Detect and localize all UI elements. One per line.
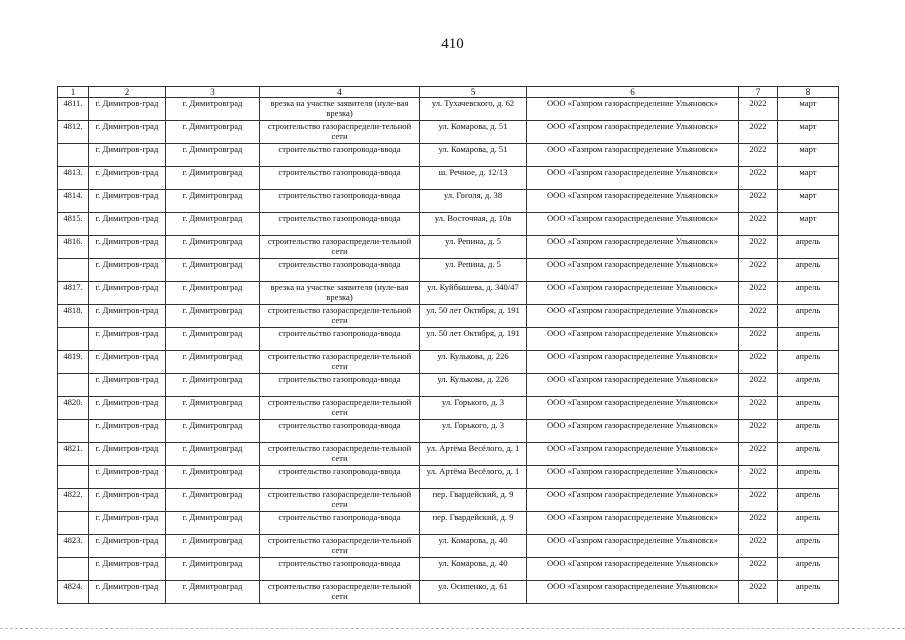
- district-cell: г. Димитровград: [166, 305, 260, 328]
- organization-cell: ООО «Газпром газораспределение Ульяновск»: [527, 581, 739, 604]
- year-cell: 2022: [739, 328, 778, 351]
- work-type-cell: строительство газопровода-ввода: [260, 466, 420, 489]
- work-type-cell: строительство газораспредели-тельной сети: [260, 581, 420, 604]
- year-cell: 2022: [739, 374, 778, 397]
- row-number-cell: [58, 512, 89, 535]
- table-row: [58, 581, 839, 604]
- row-number-cell: 4811.: [58, 98, 89, 121]
- row-number-cell: 4820.: [58, 397, 89, 420]
- month-cell: апрель: [778, 305, 839, 328]
- month-cell: март: [778, 213, 839, 236]
- district-cell: г. Димитровград: [166, 351, 260, 374]
- organization-cell: ООО «Газпром газораспределение Ульяновск»: [527, 351, 739, 374]
- table-row: [58, 420, 839, 443]
- month-cell: апрель: [778, 443, 839, 466]
- work-type-cell: строительство газопровода-ввода: [260, 167, 420, 190]
- work-type-cell: строительство газопровода-ввода: [260, 374, 420, 397]
- month-cell: апрель: [778, 236, 839, 259]
- month-cell: апрель: [778, 581, 839, 604]
- district-cell: г. Димитровград: [166, 512, 260, 535]
- district-cell: г. Димитровград: [166, 420, 260, 443]
- address-cell: ул. Комарова, д. 40: [420, 558, 527, 581]
- settlement-cell: г. Димитров-град: [89, 581, 166, 604]
- infrastructure-table: [57, 86, 839, 604]
- organization-cell: ООО «Газпром газораспределение Ульяновск»: [527, 259, 739, 282]
- table-row: [58, 558, 839, 581]
- year-cell: 2022: [739, 236, 778, 259]
- row-number-cell: [58, 259, 89, 282]
- year-cell: 2022: [739, 581, 778, 604]
- page-number: 410: [441, 36, 464, 52]
- row-number-cell: 4813.: [58, 167, 89, 190]
- table-row: [58, 489, 839, 512]
- settlement-cell: г. Димитров-град: [89, 213, 166, 236]
- settlement-cell: г. Димитров-град: [89, 328, 166, 351]
- address-cell: ул. Гоголя, д. 38: [420, 190, 527, 213]
- row-number-cell: [58, 420, 89, 443]
- year-cell: 2022: [739, 98, 778, 121]
- organization-cell: ООО «Газпром газораспределение Ульяновск»: [527, 443, 739, 466]
- address-cell: ул. Тухачевского, д. 62: [420, 98, 527, 121]
- settlement-cell: г. Димитров-град: [89, 144, 166, 167]
- table-row: [58, 144, 839, 167]
- month-cell: апрель: [778, 489, 839, 512]
- month-cell: апрель: [778, 374, 839, 397]
- month-cell: апрель: [778, 558, 839, 581]
- table-row: [58, 466, 839, 489]
- work-type-cell: строительство газораспредели-тельной сети: [260, 305, 420, 328]
- work-type-cell: врезка на участке заявителя (нуле-вая врезка): [260, 282, 420, 305]
- column-number-row: [58, 87, 839, 98]
- organization-cell: ООО «Газпром газораспределение Ульяновск»: [527, 305, 739, 328]
- column-header: 8: [778, 87, 839, 98]
- organization-cell: ООО «Газпром газораспределение Ульяновск»: [527, 98, 739, 121]
- address-cell: ул. Репина, д. 5: [420, 236, 527, 259]
- settlement-cell: г. Димитров-град: [89, 236, 166, 259]
- address-cell: ул. 50 лет Октября, д. 191: [420, 305, 527, 328]
- month-cell: март: [778, 98, 839, 121]
- address-cell: ул. Кулькова, д. 226: [420, 351, 527, 374]
- address-cell: ул. Осипенко, д. 61: [420, 581, 527, 604]
- table-row: [58, 98, 839, 121]
- work-type-cell: строительство газопровода-ввода: [260, 144, 420, 167]
- year-cell: 2022: [739, 512, 778, 535]
- settlement-cell: г. Димитров-град: [89, 167, 166, 190]
- organization-cell: ООО «Газпром газораспределение Ульяновск»: [527, 535, 739, 558]
- settlement-cell: г. Димитров-град: [89, 489, 166, 512]
- organization-cell: ООО «Газпром газораспределение Ульяновск»: [527, 167, 739, 190]
- year-cell: 2022: [739, 144, 778, 167]
- district-cell: г. Димитровград: [166, 328, 260, 351]
- address-cell: пер. Гвардейский, д. 9: [420, 512, 527, 535]
- year-cell: 2022: [739, 121, 778, 144]
- month-cell: апрель: [778, 351, 839, 374]
- organization-cell: ООО «Газпром газораспределение Ульяновск»: [527, 466, 739, 489]
- work-type-cell: строительство газораспредели-тельной сети: [260, 397, 420, 420]
- district-cell: г. Димитровград: [166, 259, 260, 282]
- work-type-cell: строительство газопровода-ввода: [260, 190, 420, 213]
- row-number-cell: [58, 328, 89, 351]
- settlement-cell: г. Димитров-град: [89, 282, 166, 305]
- month-cell: апрель: [778, 282, 839, 305]
- row-number-cell: 4815.: [58, 213, 89, 236]
- month-cell: март: [778, 190, 839, 213]
- month-cell: апрель: [778, 397, 839, 420]
- address-cell: ул. Кулькова, д. 226: [420, 374, 527, 397]
- year-cell: 2022: [739, 351, 778, 374]
- district-cell: г. Димитровград: [166, 213, 260, 236]
- organization-cell: ООО «Газпром газораспределение Ульяновск»: [527, 282, 739, 305]
- address-cell: ул. 50 лет Октября, д. 191: [420, 328, 527, 351]
- organization-cell: ООО «Газпром газораспределение Ульяновск»: [527, 374, 739, 397]
- table-row: [58, 121, 839, 144]
- work-type-cell: строительство газопровода-ввода: [260, 512, 420, 535]
- row-number-cell: [58, 374, 89, 397]
- row-number-cell: [58, 466, 89, 489]
- address-cell: ул. Горького, д. 3: [420, 420, 527, 443]
- settlement-cell: г. Димитров-град: [89, 420, 166, 443]
- month-cell: апрель: [778, 328, 839, 351]
- district-cell: г. Димитровград: [166, 374, 260, 397]
- organization-cell: ООО «Газпром газораспределение Ульяновск»: [527, 420, 739, 443]
- address-cell: пер. Гвардейский, д. 9: [420, 489, 527, 512]
- work-type-cell: строительство газопровода-ввода: [260, 259, 420, 282]
- work-type-cell: строительство газопровода-ввода: [260, 420, 420, 443]
- year-cell: 2022: [739, 558, 778, 581]
- year-cell: 2022: [739, 443, 778, 466]
- address-cell: ул. Артёма Весёлого, д. 1: [420, 466, 527, 489]
- table-row: [58, 213, 839, 236]
- organization-cell: ООО «Газпром газораспределение Ульяновск»: [527, 397, 739, 420]
- row-number-cell: 4821.: [58, 443, 89, 466]
- month-cell: апрель: [778, 420, 839, 443]
- organization-cell: ООО «Газпром газораспределение Ульяновск»: [527, 558, 739, 581]
- table-row: [58, 167, 839, 190]
- settlement-cell: г. Димитров-град: [89, 190, 166, 213]
- organization-cell: ООО «Газпром газораспределение Ульяновск»: [527, 512, 739, 535]
- column-header: 6: [527, 87, 739, 98]
- district-cell: г. Димитровград: [166, 236, 260, 259]
- table-row: [58, 512, 839, 535]
- table-row: [58, 374, 839, 397]
- work-type-cell: врезка на участке заявителя (нуле-вая врезка): [260, 98, 420, 121]
- year-cell: 2022: [739, 535, 778, 558]
- settlement-cell: г. Димитров-град: [89, 535, 166, 558]
- district-cell: г. Димитровград: [166, 190, 260, 213]
- address-cell: ул. Восточная, д. 10в: [420, 213, 527, 236]
- year-cell: 2022: [739, 259, 778, 282]
- work-type-cell: строительство газораспредели-тельной сети: [260, 121, 420, 144]
- organization-cell: ООО «Газпром газораспределение Ульяновск»: [527, 190, 739, 213]
- table-row: [58, 351, 839, 374]
- district-cell: г. Димитровград: [166, 144, 260, 167]
- settlement-cell: г. Димитров-град: [89, 351, 166, 374]
- organization-cell: ООО «Газпром газораспределение Ульяновск»: [527, 213, 739, 236]
- work-type-cell: строительство газопровода-ввода: [260, 328, 420, 351]
- table-row: [58, 282, 839, 305]
- row-number-cell: 4824.: [58, 581, 89, 604]
- row-number-cell: [58, 144, 89, 167]
- year-cell: 2022: [739, 282, 778, 305]
- month-cell: март: [778, 121, 839, 144]
- column-header: 2: [89, 87, 166, 98]
- table-row: [58, 305, 839, 328]
- settlement-cell: г. Димитров-град: [89, 512, 166, 535]
- row-number-cell: 4818.: [58, 305, 89, 328]
- column-header: 7: [739, 87, 778, 98]
- district-cell: г. Димитровград: [166, 443, 260, 466]
- column-header: 5: [420, 87, 527, 98]
- settlement-cell: г. Димитров-град: [89, 259, 166, 282]
- settlement-cell: г. Димитров-град: [89, 443, 166, 466]
- column-header: 1: [58, 87, 89, 98]
- row-number-cell: 4812.: [58, 121, 89, 144]
- month-cell: март: [778, 167, 839, 190]
- district-cell: г. Димитровград: [166, 282, 260, 305]
- work-type-cell: строительство газораспредели-тельной сети: [260, 489, 420, 512]
- row-number-cell: [58, 558, 89, 581]
- month-cell: апрель: [778, 466, 839, 489]
- work-type-cell: строительство газораспредели-тельной сети: [260, 236, 420, 259]
- address-cell: ул. Комарова, д. 51: [420, 144, 527, 167]
- address-cell: ул. Горького, д. 3: [420, 397, 527, 420]
- organization-cell: ООО «Газпром газораспределение Ульяновск»: [527, 144, 739, 167]
- work-type-cell: строительство газопровода-ввода: [260, 213, 420, 236]
- organization-cell: ООО «Газпром газораспределение Ульяновск»: [527, 121, 739, 144]
- row-number-cell: 4823.: [58, 535, 89, 558]
- year-cell: 2022: [739, 213, 778, 236]
- settlement-cell: г. Димитров-град: [89, 558, 166, 581]
- address-cell: ул. Куйбышева, д. 340/47: [420, 282, 527, 305]
- table-row: [58, 443, 839, 466]
- district-cell: г. Димитровград: [166, 98, 260, 121]
- row-number-cell: 4816.: [58, 236, 89, 259]
- table-row: [58, 328, 839, 351]
- organization-cell: ООО «Газпром газораспределение Ульяновск»: [527, 236, 739, 259]
- table-row: [58, 190, 839, 213]
- district-cell: г. Димитровград: [166, 558, 260, 581]
- district-cell: г. Димитровград: [166, 535, 260, 558]
- address-cell: ш. Речное, д. 12/13: [420, 167, 527, 190]
- address-cell: ул. Артёма Весёлого, д. 1: [420, 443, 527, 466]
- address-cell: ул. Комарова, д. 51: [420, 121, 527, 144]
- year-cell: 2022: [739, 305, 778, 328]
- settlement-cell: г. Димитров-град: [89, 98, 166, 121]
- month-cell: март: [778, 144, 839, 167]
- district-cell: г. Димитровград: [166, 581, 260, 604]
- year-cell: 2022: [739, 420, 778, 443]
- district-cell: г. Димитровград: [166, 397, 260, 420]
- year-cell: 2022: [739, 489, 778, 512]
- settlement-cell: г. Димитров-град: [89, 397, 166, 420]
- organization-cell: ООО «Газпром газораспределение Ульяновск»: [527, 328, 739, 351]
- settlement-cell: г. Димитров-град: [89, 305, 166, 328]
- district-cell: г. Димитровград: [166, 489, 260, 512]
- address-cell: ул. Репина, д. 5: [420, 259, 527, 282]
- address-cell: ул. Комарова, д. 40: [420, 535, 527, 558]
- settlement-cell: г. Димитров-град: [89, 121, 166, 144]
- year-cell: 2022: [739, 397, 778, 420]
- page-bottom-rule: [0, 628, 905, 629]
- month-cell: апрель: [778, 259, 839, 282]
- work-type-cell: строительство газораспредели-тельной сети: [260, 535, 420, 558]
- district-cell: г. Димитровград: [166, 466, 260, 489]
- work-type-cell: строительство газораспредели-тельной сети: [260, 443, 420, 466]
- settlement-cell: г. Димитров-град: [89, 466, 166, 489]
- table-row: [58, 259, 839, 282]
- column-header: 3: [166, 87, 260, 98]
- work-type-cell: строительство газопровода-ввода: [260, 558, 420, 581]
- table-row: [58, 397, 839, 420]
- district-cell: г. Димитровград: [166, 167, 260, 190]
- month-cell: апрель: [778, 512, 839, 535]
- row-number-cell: 4814.: [58, 190, 89, 213]
- year-cell: 2022: [739, 466, 778, 489]
- year-cell: 2022: [739, 167, 778, 190]
- row-number-cell: 4819.: [58, 351, 89, 374]
- year-cell: 2022: [739, 190, 778, 213]
- row-number-cell: 4817.: [58, 282, 89, 305]
- row-number-cell: 4822.: [58, 489, 89, 512]
- district-cell: г. Димитровград: [166, 121, 260, 144]
- work-type-cell: строительство газораспредели-тельной сети: [260, 351, 420, 374]
- month-cell: апрель: [778, 535, 839, 558]
- organization-cell: ООО «Газпром газораспределение Ульяновск»: [527, 489, 739, 512]
- table-row: [58, 236, 839, 259]
- settlement-cell: г. Димитров-град: [89, 374, 166, 397]
- column-header: 4: [260, 87, 420, 98]
- table-row: [58, 535, 839, 558]
